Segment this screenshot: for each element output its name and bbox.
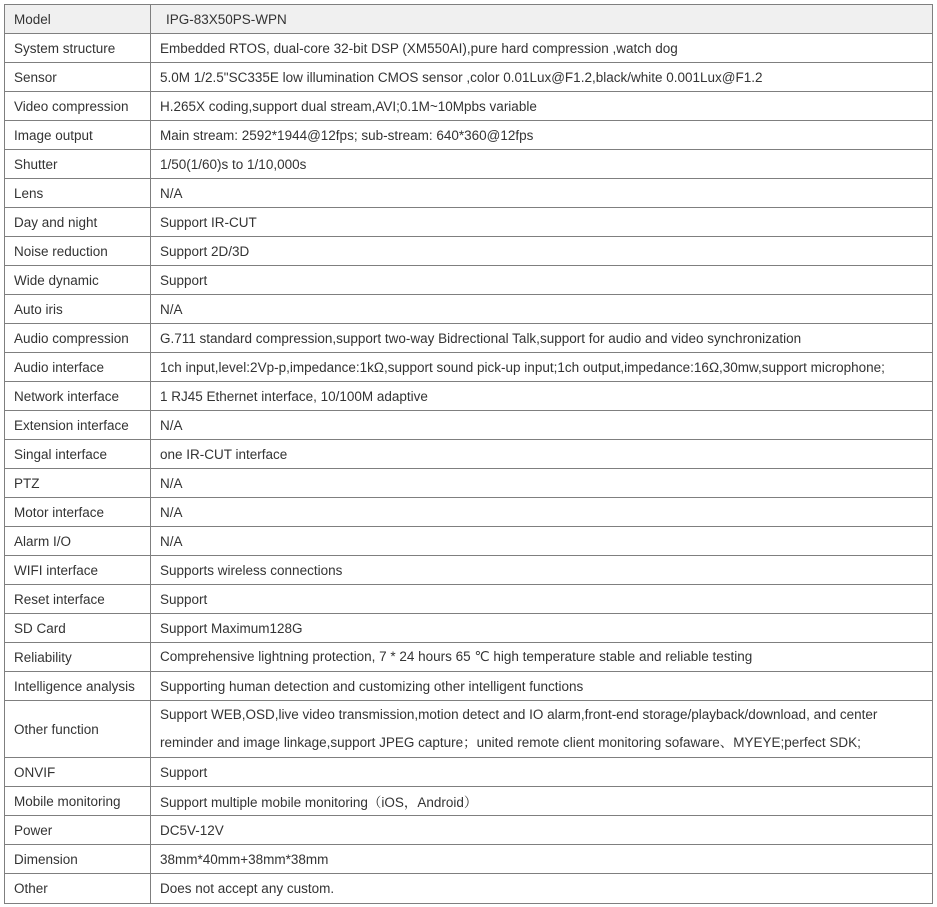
spec-row-model <box>5 5 933 34</box>
spec-value: N/A <box>151 411 933 440</box>
spec-label: WIFI interface <box>5 556 151 585</box>
spec-table-body <box>5 5 933 904</box>
spec-label: Lens <box>5 179 151 208</box>
spec-value: Supporting human detection and customizing other intelligent functions <box>151 672 933 701</box>
spec-label: Other function <box>5 701 151 758</box>
spec-row-network-interface <box>5 382 933 411</box>
spec-row-sd-card <box>5 614 933 643</box>
spec-label: Reset interface <box>5 585 151 614</box>
spec-row-wide-dynamic <box>5 266 933 295</box>
spec-row-power <box>5 816 933 845</box>
spec-value: IPG-83X50PS-WPN <box>151 5 933 34</box>
spec-value: Support Maximum128G <box>151 614 933 643</box>
spec-value: N/A <box>151 527 933 556</box>
spec-label: Mobile monitoring <box>5 787 151 816</box>
spec-value: Comprehensive lightning protection, 7 * 24 hours 65 ℃ high temperature stable and reliable testing <box>151 643 933 672</box>
spec-row-other-function <box>5 701 933 758</box>
spec-row-lens <box>5 179 933 208</box>
spec-value: Support 2D/3D <box>151 237 933 266</box>
spec-row-ptz <box>5 469 933 498</box>
spec-value: N/A <box>151 295 933 324</box>
spec-value: Support WEB,OSD,live video transmission,motion detect and IO alarm,front-end storage/playback/download, and center reminder and image linkage,support JPEG capture；united remote client monitoring sofaware、MYEYE;perfect SDK; <box>151 701 933 758</box>
spec-label: PTZ <box>5 469 151 498</box>
spec-label: Model <box>5 5 151 34</box>
spec-label: Image output <box>5 121 151 150</box>
spec-value: H.265X coding,support dual stream,AVI;0.1M~10Mpbs variable <box>151 92 933 121</box>
spec-value: 1/50(1/60)s to 1/10,000s <box>151 150 933 179</box>
spec-row-audio-interface <box>5 353 933 382</box>
spec-row-sensor <box>5 63 933 92</box>
spec-value: 1ch input,level:2Vp-p,impedance:1kΩ,support sound pick-up input;1ch output,impedance:16Ω,30mw,support microphone; <box>151 353 933 382</box>
spec-row-image-output <box>5 121 933 150</box>
spec-row-mobile-monitoring <box>5 787 933 816</box>
spec-label: Dimension <box>5 845 151 874</box>
spec-label: Wide dynamic <box>5 266 151 295</box>
spec-label: Shutter <box>5 150 151 179</box>
spec-label: Singal interface <box>5 440 151 469</box>
spec-value: Support <box>151 758 933 787</box>
spec-row-intelligence-analysis <box>5 672 933 701</box>
spec-label: Day and night <box>5 208 151 237</box>
spec-row-dimension <box>5 845 933 874</box>
spec-label: SD Card <box>5 614 151 643</box>
spec-label: Motor interface <box>5 498 151 527</box>
spec-label: Extension interface <box>5 411 151 440</box>
spec-label: Audio compression <box>5 324 151 353</box>
spec-value: Supports wireless connections <box>151 556 933 585</box>
spec-label: Other <box>5 874 151 904</box>
spec-label: Auto iris <box>5 295 151 324</box>
spec-label: Audio interface <box>5 353 151 382</box>
spec-row-extension-interface <box>5 411 933 440</box>
spec-value: N/A <box>151 498 933 527</box>
spec-label: Noise reduction <box>5 237 151 266</box>
spec-value: Support IR-CUT <box>151 208 933 237</box>
spec-label: Intelligence analysis <box>5 672 151 701</box>
spec-label: Sensor <box>5 63 151 92</box>
spec-value: N/A <box>151 179 933 208</box>
spec-table <box>4 4 933 904</box>
spec-value: N/A <box>151 469 933 498</box>
spec-value: G.711 standard compression,support two-way Bidrectional Talk,support for audio and video synchronization <box>151 324 933 353</box>
spec-row-wifi-interface <box>5 556 933 585</box>
spec-value: Support <box>151 585 933 614</box>
spec-row-alarm-io <box>5 527 933 556</box>
spec-row-auto-iris <box>5 295 933 324</box>
spec-value: Support multiple mobile monitoring（iOS，Android） <box>151 787 933 816</box>
spec-value: Embedded RTOS, dual-core 32-bit DSP (XM550AI),pure hard compression ,watch dog <box>151 34 933 63</box>
spec-row-shutter <box>5 150 933 179</box>
spec-row-noise-reduction <box>5 237 933 266</box>
spec-row-video-compression <box>5 92 933 121</box>
spec-value: 5.0M 1/2.5"SC335E low illumination CMOS sensor ,color 0.01Lux@F1.2,black/white 0.001Lux@F1.2 <box>151 63 933 92</box>
spec-label: Power <box>5 816 151 845</box>
spec-row-reliability <box>5 643 933 672</box>
spec-row-motor-interface <box>5 498 933 527</box>
spec-row-singal-interface <box>5 440 933 469</box>
spec-value: 38mm*40mm+38mm*38mm <box>151 845 933 874</box>
spec-label: System structure <box>5 34 151 63</box>
spec-row-day-and-night <box>5 208 933 237</box>
spec-label: Reliability <box>5 643 151 672</box>
spec-label: ONVIF <box>5 758 151 787</box>
spec-value: 1 RJ45 Ethernet interface, 10/100M adaptive <box>151 382 933 411</box>
spec-value: Support <box>151 266 933 295</box>
spec-label: Alarm I/O <box>5 527 151 556</box>
spec-row-reset-interface <box>5 585 933 614</box>
spec-value: Does not accept any custom. <box>151 874 933 904</box>
spec-row-audio-compression <box>5 324 933 353</box>
spec-row-other <box>5 874 933 904</box>
spec-label: Video compression <box>5 92 151 121</box>
spec-value: Main stream: 2592*1944@12fps; sub-stream: 640*360@12fps <box>151 121 933 150</box>
spec-value: one IR-CUT interface <box>151 440 933 469</box>
spec-label: Network interface <box>5 382 151 411</box>
spec-row-system-structure <box>5 34 933 63</box>
spec-row-onvif <box>5 758 933 787</box>
spec-value: DC5V-12V <box>151 816 933 845</box>
